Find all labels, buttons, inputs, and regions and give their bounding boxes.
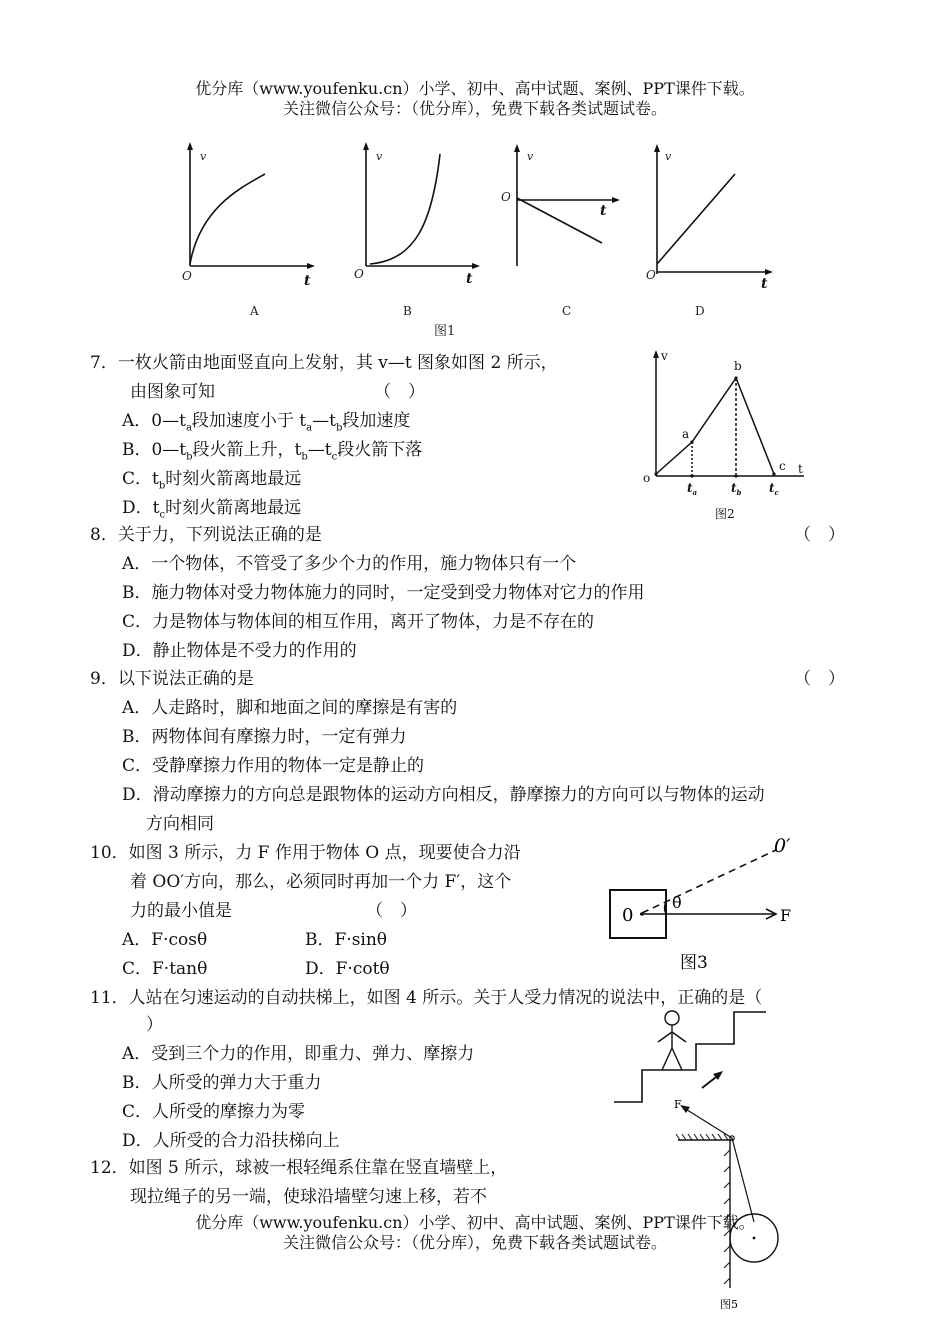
fig1-c-t: t [600,203,607,219]
fig1-a-curve [190,174,265,264]
fig5-force: F [674,1098,682,1111]
fig2-ta: $t_a$ [687,481,698,497]
q7-stem-line-1: 7．一枚火箭由地面竖直向上发射，其 v—t 图象如图 2 所示， [90,353,558,373]
fig1-caption: 图1 [434,324,456,338]
figure-5 [664,1090,794,1320]
q10-option-d: D．F·cotθ [305,959,390,979]
fig5-hanging-rope [732,1138,754,1222]
fig1-c-line [517,198,602,243]
fig1-label-c: C [562,304,572,318]
q11-stem-line-1: 11．人站在匀速运动的自动扶梯上，如图 4 所示。关于人受力情况的说法中，正确的是（ [90,988,763,1008]
q8-option-b: B．施力物体对受力物体施力的同时，一定受到受力物体对它力的作用 [122,583,645,603]
q9-option-b: B．两物体间有摩擦力时，一定有弹力 [122,727,407,747]
q9-answer-bracket[interactable]: （ ） [794,669,845,689]
fig1-b-curve [370,154,440,264]
q8-stem: 8．关于力，下列说法正确的是 [90,525,322,545]
q12-stem-line-2: 现拉绳子的另一端，使球沿墙壁匀速上移，若不 [130,1187,487,1207]
q10-stem-line-3: 力的最小值是 [130,901,232,921]
q11-option-a: A．受到三个力的作用，即重力、弹力、摩擦力 [122,1044,475,1064]
q10-option-c: C．F·tanθ [122,959,208,979]
footer-line-2: 关注微信公众号：（优分库），免费下载各类试题试卷。 [282,1233,667,1252]
fig1-d-v: v [665,150,672,163]
q7-option-d: D．$t_c$时刻火箭离地最远 [122,498,302,521]
fig1-b-v: v [376,150,383,163]
q7-stem-line-2: 由图象可知 [130,382,215,402]
fig3-force: F [780,906,792,925]
figure-3 [604,832,804,978]
q7-option-c: C．$t_b$时刻火箭离地最远 [122,469,302,492]
q10-option-b: B．F·sinθ [305,930,388,950]
fig2-graph [656,378,774,474]
fig1-d-o: O [646,268,656,282]
q10-stem-line-1: 10．如图 3 所示，力 F 作用于物体 O 点，现要使合力沿 [90,843,521,863]
fig2-tc: $t_c$ [769,481,779,497]
footer-line-1: 优分库（www.youfenku.cn）小学、初中、高中试题、案例、PPT课件下载。 [195,1213,755,1232]
fig3-o-prime: 0′ [774,835,791,857]
header-line-1: 优分库（www.youfenku.cn）小学、初中、高中试题、案例、PPT课件下载。 [195,79,755,98]
fig2-o: o [643,471,651,485]
fig2-t: t [798,462,803,476]
q8-option-d: D．静止物体是不受力的作用的 [122,641,357,661]
q9-option-c: C．受静摩擦力作用的物体一定是静止的 [122,756,425,776]
fig2-caption: 图2 [715,507,735,521]
fig3-oo-dashed [642,850,776,913]
fig1-b-t: t [466,271,473,287]
figure-1 [170,138,790,338]
fig2-b: b [734,359,742,373]
q9-option-a: A．人走路时，脚和地面之间的摩擦是有害的 [122,698,458,718]
fig3-o-point: 0 [622,905,634,926]
fig4-escalator-steps [614,1012,766,1102]
fig1-label-d: D [695,304,705,318]
q7-option-b: B．$0—t_b$段火箭上升，$t_b—t_c$段火箭下落 [122,440,423,463]
q8-answer-bracket[interactable]: （ ） [794,525,845,545]
q11-option-d: D．人所受的合力沿扶梯向上 [122,1131,340,1151]
q9-option-d-line-2: 方向相同 [146,814,214,834]
q10-option-a: A．F·cosθ [122,930,208,950]
fig1-c-v: v [527,150,534,163]
fig5-pull-rope [684,1108,732,1138]
fig1-a-o: O [182,269,192,283]
fig5-caption: 图5 [720,1298,738,1311]
q10-answer-bracket[interactable]: （ ） [366,901,417,921]
q11-option-c: C．人所受的摩擦力为零 [122,1102,306,1122]
q8-option-c: C．力是物体与物体间的相互作用，离开了物体，力是不存在的 [122,612,595,632]
fig2-c: c [779,459,786,473]
header-line-2: 关注微信公众号：（优分库），免费下载各类试题试卷。 [282,99,667,118]
q7-answer-bracket[interactable]: （ ） [374,382,425,402]
fig4-person-head [665,1011,679,1025]
fig1-label-b: B [403,304,412,318]
fig2-v: v [661,349,668,363]
q8-option-a: A．一个物体，不管受了多少个力的作用，施力物体只有一个 [122,554,577,574]
q7-option-a: A．$0—t_a$段加速度小于 $t_a—t_b$段加速度 [122,411,411,434]
fig1-d-line [657,174,735,264]
fig1-b-o: O [354,267,364,281]
fig3-theta: θ [672,893,682,912]
fig3-caption: 图3 [680,953,708,973]
figure-2 [636,346,816,526]
q9-stem: 9．以下说法正确的是 [90,669,254,689]
fig2-tb: $t_b$ [731,481,742,497]
q11-stem-line-2: ） [146,1015,163,1035]
fig1-a-t: t [304,273,311,289]
q10-stem-line-2: 着 OO′方向，那么，必须同时再加一个力 F′，这个 [130,872,512,892]
q9-option-d-line-1: D．滑动摩擦力的方向总是跟物体的运动方向相反，静摩擦力的方向可以与物体的运动 [122,785,765,805]
fig2-a: a [682,427,690,441]
fig1-label-a: A [250,304,259,318]
fig1-d-t: t [761,276,768,292]
fig1-c-o: O [501,190,511,204]
fig1-a-v: v [200,150,207,163]
q11-option-b: B．人所受的弹力大于重力 [122,1073,322,1093]
q12-stem-line-1: 12．如图 5 所示，球被一根轻绳系住靠在竖直墙壁上， [90,1158,508,1178]
